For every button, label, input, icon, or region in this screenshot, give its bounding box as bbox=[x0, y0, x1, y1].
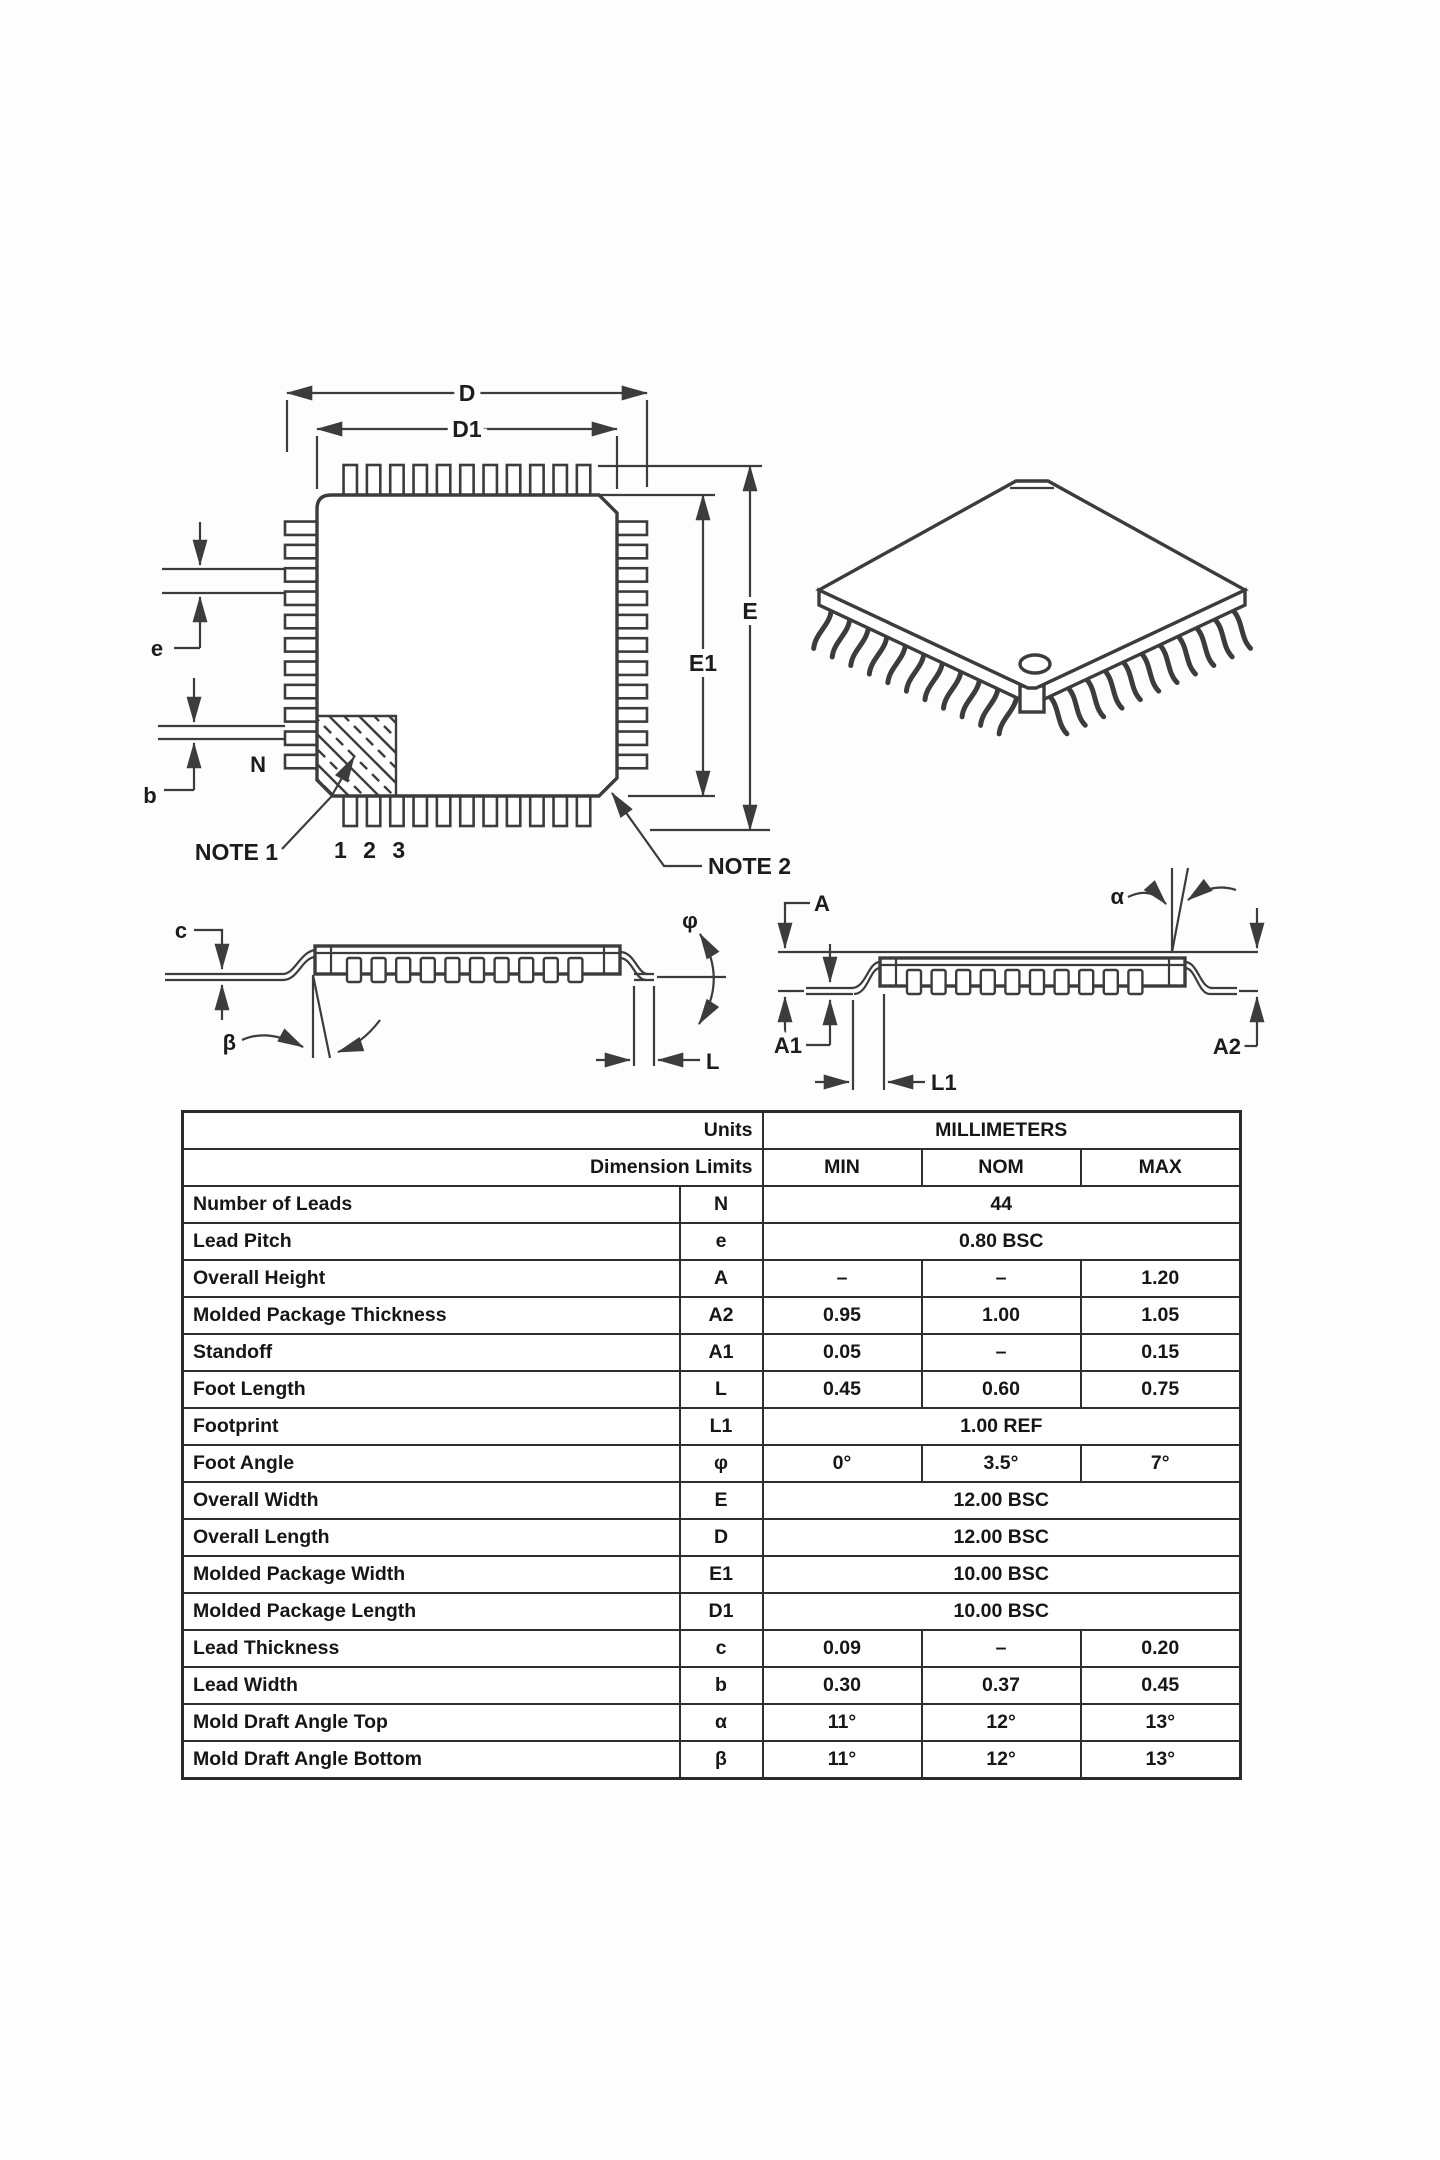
dimension-max-cell: 1.05 bbox=[1081, 1297, 1241, 1334]
dimension-min-cell: 11° bbox=[763, 1741, 922, 1779]
dimension-name-cell: Mold Draft Angle Top bbox=[183, 1704, 680, 1741]
dim-label-L: L bbox=[706, 1049, 720, 1074]
min-header-cell: MIN bbox=[763, 1149, 922, 1186]
dimension-symbol-cell: e bbox=[680, 1223, 763, 1260]
dimension-span-value-cell: 12.00 BSC bbox=[763, 1519, 1241, 1556]
dim-label-c: c bbox=[174, 918, 188, 943]
dimension-symbol-cell: E1 bbox=[680, 1556, 763, 1593]
dim-label-A2: A2 bbox=[1212, 1034, 1241, 1059]
table-row bbox=[183, 1593, 1241, 1630]
dimension-min-cell: 0.05 bbox=[763, 1334, 922, 1371]
table-row bbox=[183, 1704, 1241, 1741]
dimension-min-cell: – bbox=[763, 1260, 922, 1297]
dim-label-b: b bbox=[143, 783, 157, 808]
dimension-symbol-cell: L bbox=[680, 1371, 763, 1408]
dimension-symbol-cell: D1 bbox=[680, 1593, 763, 1630]
dim-label-E: E bbox=[742, 598, 758, 624]
dimension-symbol-cell: N bbox=[680, 1186, 763, 1223]
package-body-outline bbox=[317, 495, 617, 796]
table-row bbox=[183, 1482, 1241, 1519]
table-row bbox=[183, 1556, 1241, 1593]
dimension-max-cell: 0.20 bbox=[1081, 1630, 1241, 1667]
dimension-nom-cell: – bbox=[922, 1260, 1081, 1297]
dimension-max-cell: 0.75 bbox=[1081, 1371, 1241, 1408]
dimension-max-cell: 13° bbox=[1081, 1704, 1241, 1741]
table-row bbox=[183, 1371, 1241, 1408]
dimensions-table bbox=[181, 1110, 1242, 1780]
dimension-symbol-cell: L1 bbox=[680, 1408, 763, 1445]
dimension-symbol-cell: E bbox=[680, 1482, 763, 1519]
dim-label-D: D bbox=[458, 380, 476, 406]
dimension-symbol-cell: φ bbox=[680, 1445, 763, 1482]
dimension-nom-cell: 0.37 bbox=[922, 1667, 1081, 1704]
table-row bbox=[183, 1630, 1241, 1667]
dimension-name-cell: Foot Length bbox=[183, 1371, 680, 1408]
note1-label: NOTE 1 bbox=[194, 839, 278, 865]
dimension-max-cell: 1.20 bbox=[1081, 1260, 1241, 1297]
table-row bbox=[183, 1334, 1241, 1371]
table-row bbox=[183, 1741, 1241, 1779]
table-row bbox=[183, 1186, 1241, 1223]
dimension-nom-cell: 0.60 bbox=[922, 1371, 1081, 1408]
dimension-nom-cell: 1.00 bbox=[922, 1297, 1081, 1334]
dim-label-D1: D1 bbox=[452, 416, 482, 442]
dimension-max-cell: 0.45 bbox=[1081, 1667, 1241, 1704]
dimension-name-cell: Mold Draft Angle Bottom bbox=[183, 1741, 680, 1779]
dimension-name-cell: Overall Width bbox=[183, 1482, 680, 1519]
dimension-span-value-cell: 0.80 BSC bbox=[763, 1223, 1241, 1260]
units-value-cell: MILLIMETERS bbox=[763, 1112, 1241, 1150]
pin-numbers: 1 2 3 bbox=[334, 837, 411, 863]
dimension-symbol-cell: α bbox=[680, 1704, 763, 1741]
dimension-min-cell: 0.45 bbox=[763, 1371, 922, 1408]
table-header-row bbox=[183, 1149, 1241, 1186]
dimension-symbol-cell: b bbox=[680, 1667, 763, 1704]
dim-label-beta: β bbox=[222, 1030, 236, 1055]
dimension-name-cell: Number of Leads bbox=[183, 1186, 680, 1223]
dimension-span-value-cell: 12.00 BSC bbox=[763, 1482, 1241, 1519]
dimension-span-value-cell: 10.00 BSC bbox=[763, 1593, 1241, 1630]
dimension-symbol-cell: c bbox=[680, 1630, 763, 1667]
qfp-isometric-view bbox=[814, 481, 1251, 734]
dimension-name-cell: Molded Package Width bbox=[183, 1556, 680, 1593]
qfp-top-view bbox=[143, 380, 791, 879]
dimension-symbol-cell: A bbox=[680, 1260, 763, 1297]
dimension-max-cell: 7° bbox=[1081, 1445, 1241, 1482]
dimension-name-cell: Lead Width bbox=[183, 1667, 680, 1704]
table-row bbox=[183, 1519, 1241, 1556]
nom-header-cell: NOM bbox=[922, 1149, 1081, 1186]
dimension-min-cell: 0.30 bbox=[763, 1667, 922, 1704]
dim-label-A: A bbox=[814, 891, 830, 916]
dimension-min-cell: 11° bbox=[763, 1704, 922, 1741]
table-header-row bbox=[183, 1112, 1241, 1150]
units-label-cell: Units bbox=[183, 1112, 763, 1150]
table-row bbox=[183, 1408, 1241, 1445]
dimension-name-cell: Overall Length bbox=[183, 1519, 680, 1556]
dimension-span-value-cell: 44 bbox=[763, 1186, 1241, 1223]
dimension-name-cell: Footprint bbox=[183, 1408, 680, 1445]
dimension-span-value-cell: 1.00 REF bbox=[763, 1408, 1241, 1445]
table-row bbox=[183, 1297, 1241, 1334]
dimension-max-cell: 0.15 bbox=[1081, 1334, 1241, 1371]
dimension-name-cell: Lead Pitch bbox=[183, 1223, 680, 1260]
dimension-min-cell: 0.95 bbox=[763, 1297, 922, 1334]
dimension-max-cell: 13° bbox=[1081, 1741, 1241, 1779]
dim-label-N: N bbox=[250, 752, 266, 777]
dimension-name-cell: Molded Package Length bbox=[183, 1593, 680, 1630]
dim-label-alpha: α bbox=[1110, 884, 1124, 909]
dimension-nom-cell: – bbox=[922, 1334, 1081, 1371]
dim-label-E1: E1 bbox=[688, 650, 718, 676]
table-row bbox=[183, 1260, 1241, 1297]
dimension-span-value-cell: 10.00 BSC bbox=[763, 1556, 1241, 1593]
max-header-cell: MAX bbox=[1081, 1149, 1241, 1186]
iso-corner-facet bbox=[1020, 686, 1044, 712]
dimension-name-cell: Molded Package Thickness bbox=[183, 1297, 680, 1334]
dimension-nom-cell: 3.5° bbox=[922, 1445, 1081, 1482]
dimension-min-cell: 0.09 bbox=[763, 1630, 922, 1667]
pin1-dimple bbox=[1020, 655, 1050, 673]
dimension-symbol-cell: A2 bbox=[680, 1297, 763, 1334]
dim-label-L1: L1 bbox=[931, 1070, 957, 1095]
dimension-symbol-cell: D bbox=[680, 1519, 763, 1556]
dim-label-phi: φ bbox=[682, 908, 698, 933]
dim-label-A1: A1 bbox=[773, 1033, 802, 1058]
dim-label-e: e bbox=[150, 636, 164, 661]
dimension-limits-cell: Dimension Limits bbox=[183, 1149, 763, 1186]
dimension-name-cell: Lead Thickness bbox=[183, 1630, 680, 1667]
dimension-symbol-cell: A1 bbox=[680, 1334, 763, 1371]
table-row bbox=[183, 1223, 1241, 1260]
table-row bbox=[183, 1667, 1241, 1704]
dimension-nom-cell: 12° bbox=[922, 1741, 1081, 1779]
table-row bbox=[183, 1445, 1241, 1482]
qfp-side-view-left bbox=[165, 908, 726, 1074]
qfp-side-view-right bbox=[774, 868, 1258, 1095]
dimension-name-cell: Overall Height bbox=[183, 1260, 680, 1297]
dimension-min-cell: 0° bbox=[763, 1445, 922, 1482]
dimension-name-cell: Standoff bbox=[183, 1334, 680, 1371]
dimension-symbol-cell: β bbox=[680, 1741, 763, 1779]
note2-label: NOTE 2 bbox=[708, 853, 792, 879]
dimension-nom-cell: – bbox=[922, 1630, 1081, 1667]
dimension-nom-cell: 12° bbox=[922, 1704, 1081, 1741]
dimension-name-cell: Foot Angle bbox=[183, 1445, 680, 1482]
